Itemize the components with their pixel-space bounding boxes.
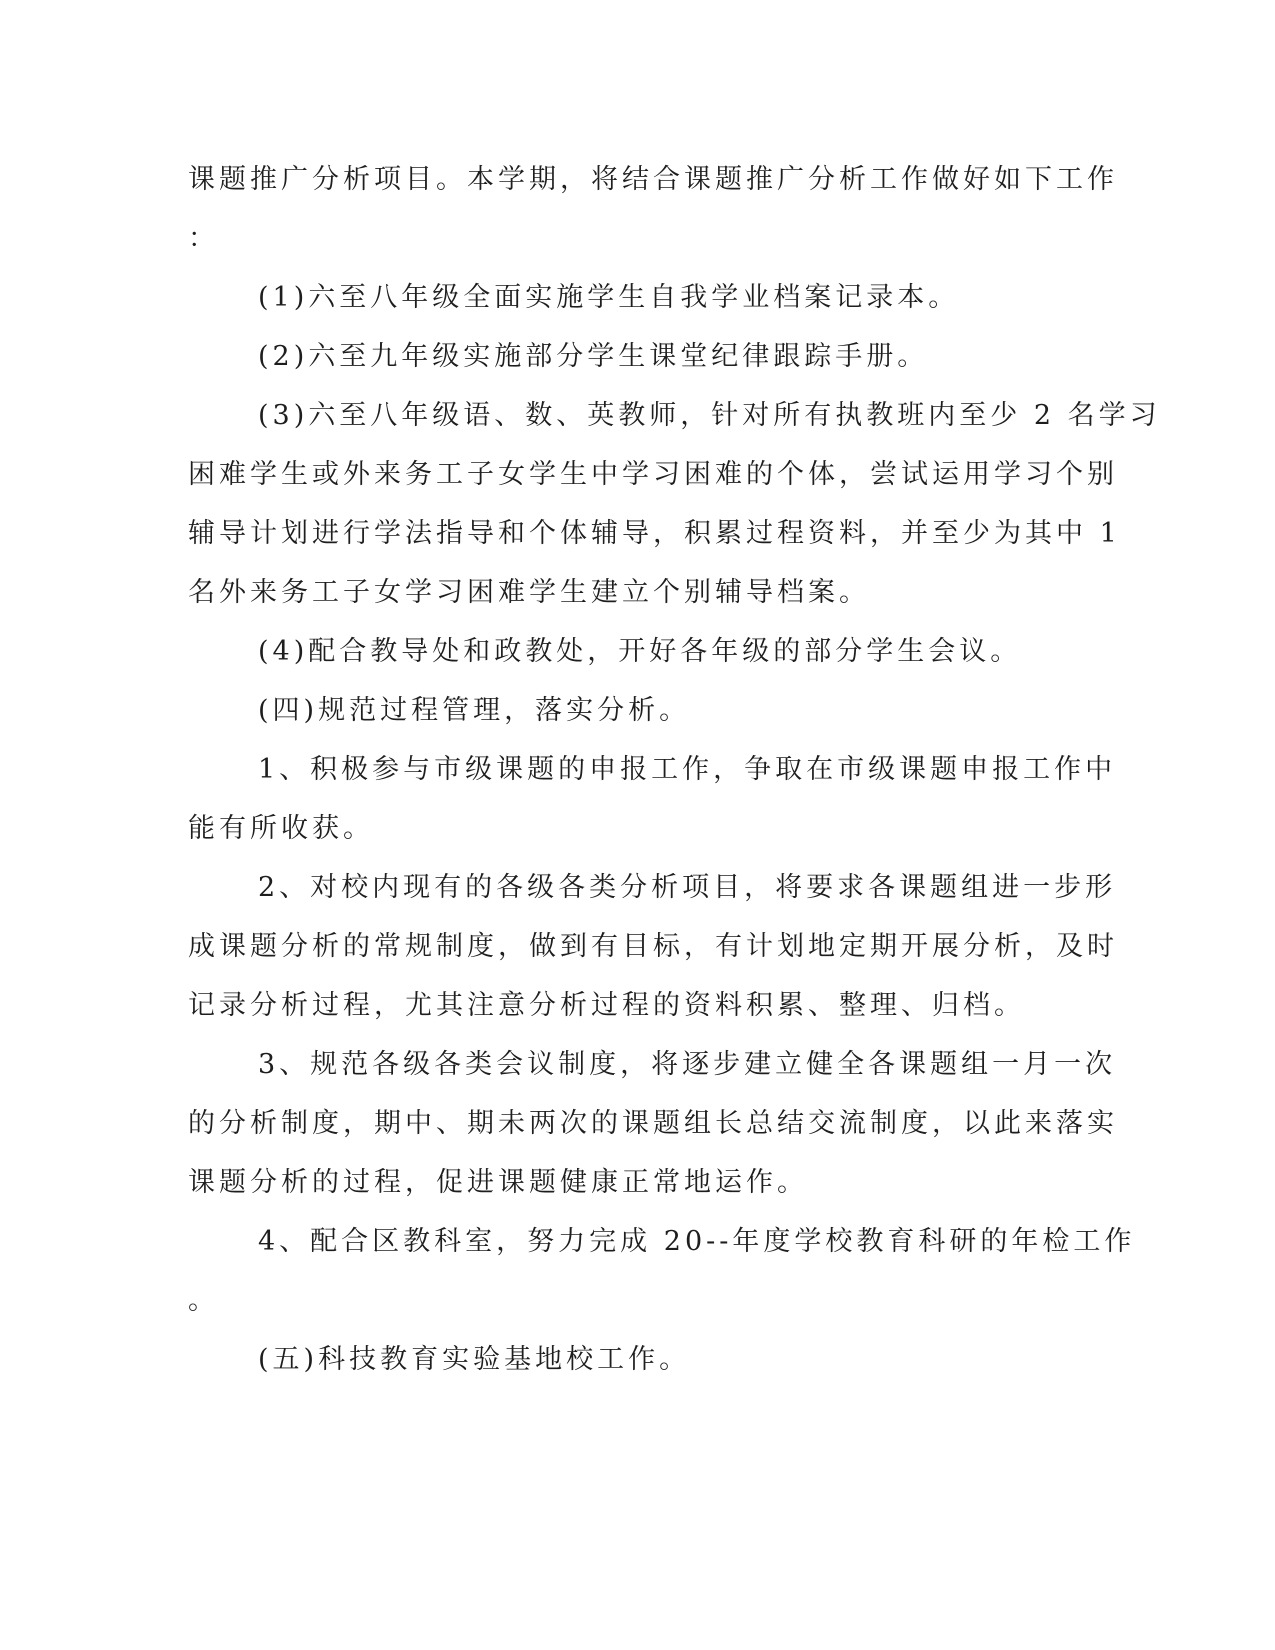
text-line: 记录分析过程，尤其注意分析过程的资料积累、整理、归档。 [188,990,1025,1021]
text-line: 辅导计划进行学法指导和个体辅导，积累过程资料，并至少为其中 1 [188,518,1121,549]
text-line: 2、对校内现有的各级各类分析项目，将要求各课题组进一步形 [258,872,1117,903]
text-line: (2)六至九年级实施部分学生课堂纪律跟踪手册。 [258,341,929,372]
text-line: 能有所收获。 [188,813,374,844]
text-line: (3)六至八年级语、数、英教师，针对所有执教班内至少 2 名学习 [258,400,1161,431]
text-line: 。 [188,1285,215,1316]
text-line: 困难学生或外来务工子女学生中学习困难的个体，尝试运用学习个别 [188,459,1118,490]
text-line: 课题分析的过程，促进课题健康正常地运作。 [188,1167,808,1198]
text-line: (4)配合教导处和政教处，开好各年级的部分学生会议。 [258,636,1022,667]
text-line: 名外来务工子女学习困难学生建立个别辅导档案。 [188,577,870,608]
text-line: 4、配合区教科室，努力完成 20--年度学校教育科研的年检工作 [258,1226,1136,1257]
text-line: 成课题分析的常规制度，做到有目标，有计划地定期开展分析，及时 [188,931,1118,962]
section-heading: (四)规范过程管理，落实分析。 [258,695,691,726]
section-heading: (五)科技教育实验基地校工作。 [258,1344,691,1375]
text-line: (1)六至八年级全面实施学生自我学业档案记录本。 [258,282,960,313]
text-line: 1、积极参与市级课题的申报工作，争取在市级课题申报工作中 [258,754,1117,785]
text-line: 的分析制度，期中、期未两次的课题组长总结交流制度，以此来落实 [188,1108,1118,1139]
text-line: 3、规范各级各类会议制度，将逐步建立健全各课题组一月一次 [258,1049,1117,1080]
text-line: ： [188,223,215,254]
text-line: 课题推广分析项目。本学期，将结合课题推广分析工作做好如下工作 [188,164,1118,195]
